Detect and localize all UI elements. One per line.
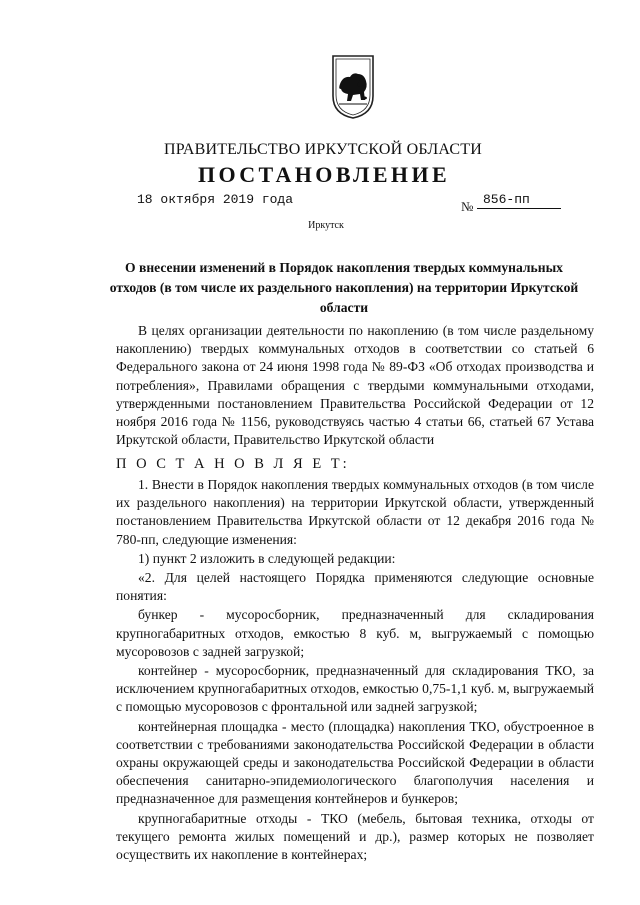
- number-sign: №: [461, 199, 474, 214]
- document-subject: О внесении изменений в Порядок накопления твердых коммунальных отходов (в том числе их раздельного накопления) на территории Иркутской области: [109, 260, 579, 315]
- preamble-block: [116, 322, 594, 449]
- preamble-paragraph: В целях организации деятельности по накоплению (в том числе раздельному накоплению) твердых коммунальных отходов в соответствии со статьей 6 Федерального закона от 24 июня 1998 года № 89-ФЗ «Об отходах производства и потребления», Правилами обращения с твердыми коммунальными отходами, утвержденными постановлением Правительства Российской Федерации от 12 ноября 2016 года № 1156, руководствуясь частью 4 статьи 66, статьей 67 Устава Иркутской области, Правительство Иркутской области: [116, 323, 594, 448]
- resolves-heading: П О С Т А Н О В Л Я Е Т:: [116, 456, 350, 472]
- government-name: ПРАВИТЕЛЬСТВО ИРКУТСКОЙ ОБЛАСТИ: [164, 141, 482, 158]
- paragraph-subitem-1: 1) пункт 2 изложить в следующей редакции:: [138, 550, 396, 566]
- definition-container-site: контейнерная площадка - место (площадка) накопления ТКО, обустроенное в соответствии с требованиями законодательства Российской Федерации в области охраны окружающей среды и законодательства Российской Федерации в области обеспечения санитарно-эпидемиологического благополучия населения и предназначенное для размещения контейнеров и бункеров;: [116, 718, 594, 807]
- definition-bunker: бункер - мусоросборник, предназначенный для складирования крупногабаритных отходов, емкостью 8 куб. м, выгружаемый с помощью мусоровозов с задней загрузкой;: [116, 607, 594, 659]
- document-type-title: ПОСТАНОВЛЕНИЕ: [197, 162, 451, 187]
- coat-of-arms-emblem: [331, 54, 375, 120]
- definition-container: контейнер - мусоросборник, предназначенный для складирования ТКО, за исключением крупногабаритных отходов, емкостью 0,75-1,1 куб. м, выгружаемый с помощью мусоровозов с фронтальной или задней загрузкой;: [116, 663, 594, 715]
- city-name: Иркутск: [308, 220, 344, 231]
- body-block: [116, 476, 594, 864]
- document-number: 856-пп: [477, 192, 561, 209]
- paragraph-definitions-intro: «2. Для целей настоящего Порядка применяются следующие основные понятия:: [116, 570, 594, 604]
- definition-bulky-waste: крупногабаритные отходы - ТКО (мебель, бытовая техника, отходы от текущего ремонта жилых помещений и др.), размер которых не позволяет осуществить их накопление в контейнерах;: [116, 810, 594, 863]
- document-date: 18 октября 2019 года: [137, 192, 294, 207]
- paragraph-item-1: 1. Внести в Порядок накопления твердых коммунальных отходов (в том числе их раздельного накопления) на территории Иркутской области, утвержденный постановлением Правительства Иркутской области от 12 декабря 2016 года № 780-пп, следующие изменения:: [116, 477, 594, 547]
